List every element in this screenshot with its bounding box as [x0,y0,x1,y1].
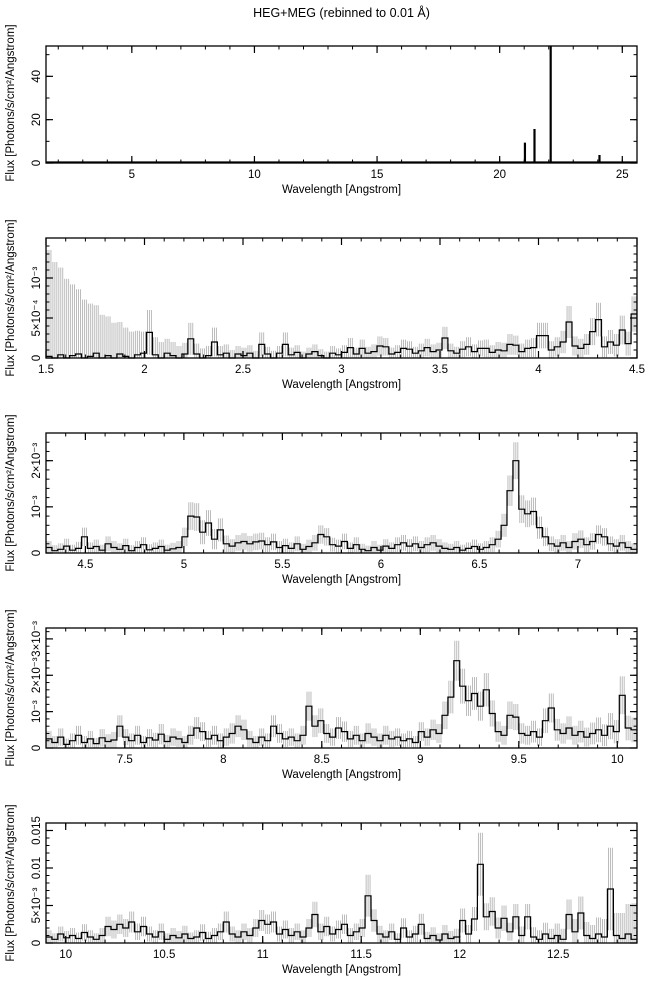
svg-text:20: 20 [493,169,507,181]
y-axis-label-3: Flux [Photons/s/cm²/Angstrom] [5,414,17,572]
svg-text:5.5: 5.5 [274,559,291,571]
svg-text:0: 0 [31,744,43,752]
svg-text:4: 4 [535,364,542,376]
svg-text:3×10⁻³: 3×10⁻³ [31,621,43,657]
svg-text:11.5: 11.5 [350,949,372,961]
svg-text:15: 15 [370,169,384,181]
svg-text:10⁻³: 10⁻³ [31,266,43,290]
svg-text:3.5: 3.5 [432,364,448,376]
svg-text:10⁻³: 10⁻³ [31,495,43,519]
svg-text:0: 0 [31,159,43,167]
spectrum-panel-3 [0,414,650,601]
svg-text:6: 6 [377,559,385,571]
svg-text:0: 0 [31,354,43,362]
svg-text:8.5: 8.5 [313,754,330,766]
svg-text:6.5: 6.5 [471,559,488,571]
svg-text:12.5: 12.5 [547,949,570,961]
svg-text:0.01: 0.01 [31,856,43,880]
svg-text:2: 2 [141,364,148,376]
spectrum-panel-4 [0,609,650,796]
svg-text:4.5: 4.5 [629,364,645,376]
svg-text:5: 5 [180,559,188,571]
x-axis-label-1: Wavelength [Angstrom] [281,184,402,196]
svg-text:9: 9 [417,754,424,766]
x-axis-label-3: Wavelength [Angstrom] [281,574,402,586]
svg-text:12: 12 [453,949,467,961]
spectrum-panel-2 [0,219,650,406]
svg-text:25: 25 [615,169,629,181]
svg-text:9.5: 9.5 [510,754,527,766]
svg-text:0.015: 0.015 [31,816,43,845]
svg-text:10⁻³: 10⁻³ [31,700,43,723]
svg-text:11: 11 [256,949,269,961]
svg-text:0: 0 [31,939,43,947]
svg-text:10: 10 [248,169,261,181]
svg-text:5×10⁻³: 5×10⁻³ [31,887,43,924]
svg-text:40: 40 [31,69,43,83]
svg-text:5×10⁻⁴: 5×10⁻⁴ [31,299,43,337]
svg-text:10: 10 [610,754,624,766]
svg-text:2×10⁻³: 2×10⁻³ [31,442,43,479]
x-axis-label-4: Wavelength [Angstrom] [281,769,402,781]
svg-text:10.5: 10.5 [153,949,176,961]
y-axis-label-1: Flux [Photons/s/cm²/Angstrom] [5,24,17,182]
figure-title: HEG+MEG (rebinned to 0.01 Å) [253,6,430,20]
svg-text:7: 7 [574,559,582,571]
x-axis-label-2: Wavelength [Angstrom] [281,379,402,391]
svg-text:20: 20 [31,113,43,127]
svg-text:3: 3 [338,364,345,376]
spectrum-panel-1 [0,24,650,211]
x-axis-label-5: Wavelength [Angstrom] [281,964,402,976]
svg-text:8: 8 [220,754,227,766]
svg-text:10: 10 [59,949,73,961]
svg-text:7.5: 7.5 [116,754,133,766]
spectrum-panel-5 [0,804,650,991]
y-axis-label-5: Flux [Photons/s/cm²/Angstrom] [5,804,17,962]
y-axis-label-2: Flux [Photons/s/cm²/Angstrom] [5,219,17,377]
svg-text:4.5: 4.5 [77,559,94,571]
y-axis-label-4: Flux [Photons/s/cm²/Angstrom] [5,609,17,767]
svg-text:1.5: 1.5 [38,364,54,376]
svg-text:5: 5 [128,169,136,181]
svg-text:2×10⁻³: 2×10⁻³ [31,657,43,694]
svg-text:2.5: 2.5 [235,364,251,376]
svg-text:0: 0 [31,549,43,557]
